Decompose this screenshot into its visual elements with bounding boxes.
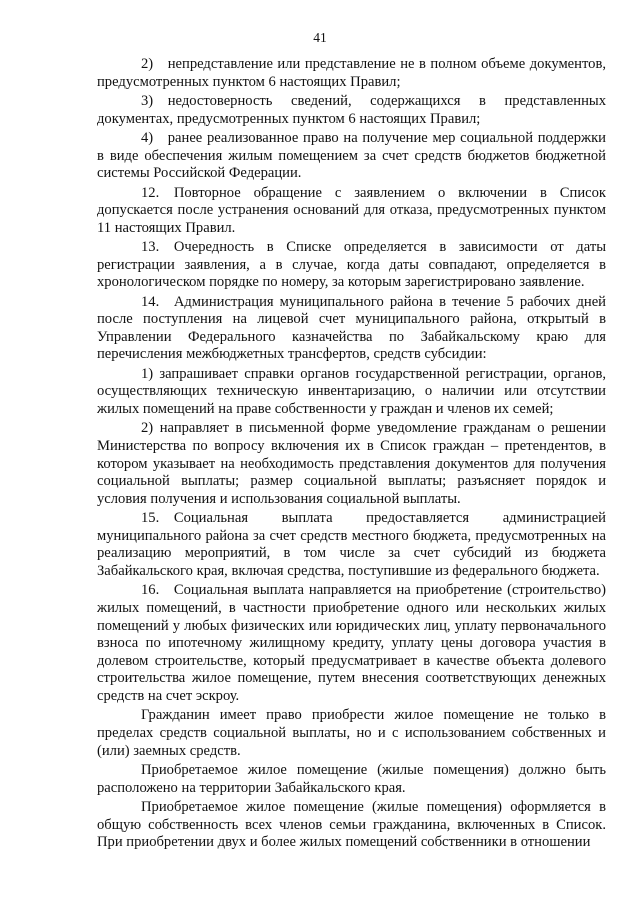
paragraph-refusal-reason-4: 4) ранее реализованное право на получение мер социальной поддержки в виде обеспечения жилым помещением за счет средств бюджетов бюджетной системы Российской Федерации. [97,129,606,182]
paragraph-refusal-reason-2: 2) непредставление или представление не в полном объеме документов, предусмотренных пунктом 6 настоящих Правил; [97,56,606,90]
document-body [97,56,606,853]
paragraph-refusal-reason-3: 3) недостоверность сведений, содержащихся в представленных документах, предусмотренных пунктом 6 настоящих Правил; [97,92,606,127]
paragraph-clause-12: 12. Повторное обращение с заявлением о включении в Список допускается после устранения оснований для отказа, предусмотренных пунктом 11 настоящих Правил. [97,184,606,236]
paragraph-clause-13: 13. Очередность в Списке определяется в зависимости от даты регистрации заявления, а в случае, когда даты совпадают, определяется в хронологическом порядке по номеру, за которым зарегистрировано заявление. [97,239,606,291]
paragraph-clause-15: 15. Социальная выплата предоставляется администрацией муниципального района за счет средств местного бюджета, предусмотренных на реализацию мероприятий, в том числе за счет субсидий из бюджета Забайкальского края, включая средства, поступившие из федерального бюджета. [97,510,606,579]
paragraph-own-funds: Гражданин имеет право приобрести жилое помещение не только в пределах средств социальной выплаты, но и с использованием собственных и (или) заемных средств. [97,707,606,759]
paragraph-clause-14: 14. Администрация муниципального района в течение 5 рабочих дней после поступления на лицевой счет муниципального района, открытый в Управлении Федерального казначейства по Забайкальскому краю для перечисления межбюджетных трансфертов, средств субсидии: [97,293,606,363]
paragraph-location: Приобретаемое жилое помещение (жилые помещения) должно быть расположено на территории Забайкальского края. [97,761,606,796]
page-number: 41 [313,30,327,45]
paragraph-ownership: Приобретаемое жилое помещение (жилые помещения) оформляется в общую собственность всех членов семьи гражданина, включенных в Список. При приобретении двух и более жилых помещений собственники в отношении [97,798,606,851]
paragraph-clause-14-item-2: 2) направляет в письменной форме уведомление гражданам о решении Министерства по вопросу включения их в Список граждан – претендентов, в котором указывает на необходимость представления документов для получения социальной выплаты; размер социальной выплаты; разъясняет порядок и условия получения и использования социальной выплаты. [97,420,606,507]
paragraph-clause-16: 16. Социальная выплата направляется на приобретение (строительство) жилых помещений, в частности приобретение одного или нескольких жилых помещений у любых физических или юридических лиц, уплату первоначального взноса по ипотечному жилищному кредиту, уплату цены договора участия в долевом строительстве, который предусматривает в качестве объекта долевого строительства жилое помещение, путем внесения соответствующих денежных средств на счет эскроу. [97,582,606,704]
paragraph-clause-14-item-1: 1) запрашивает справки органов государственной регистрации, органов, осуществляющих техническую инвентаризацию, о наличии или отсутствии жилых помещений на праве собственности у граждан и членов их семей; [97,365,606,418]
